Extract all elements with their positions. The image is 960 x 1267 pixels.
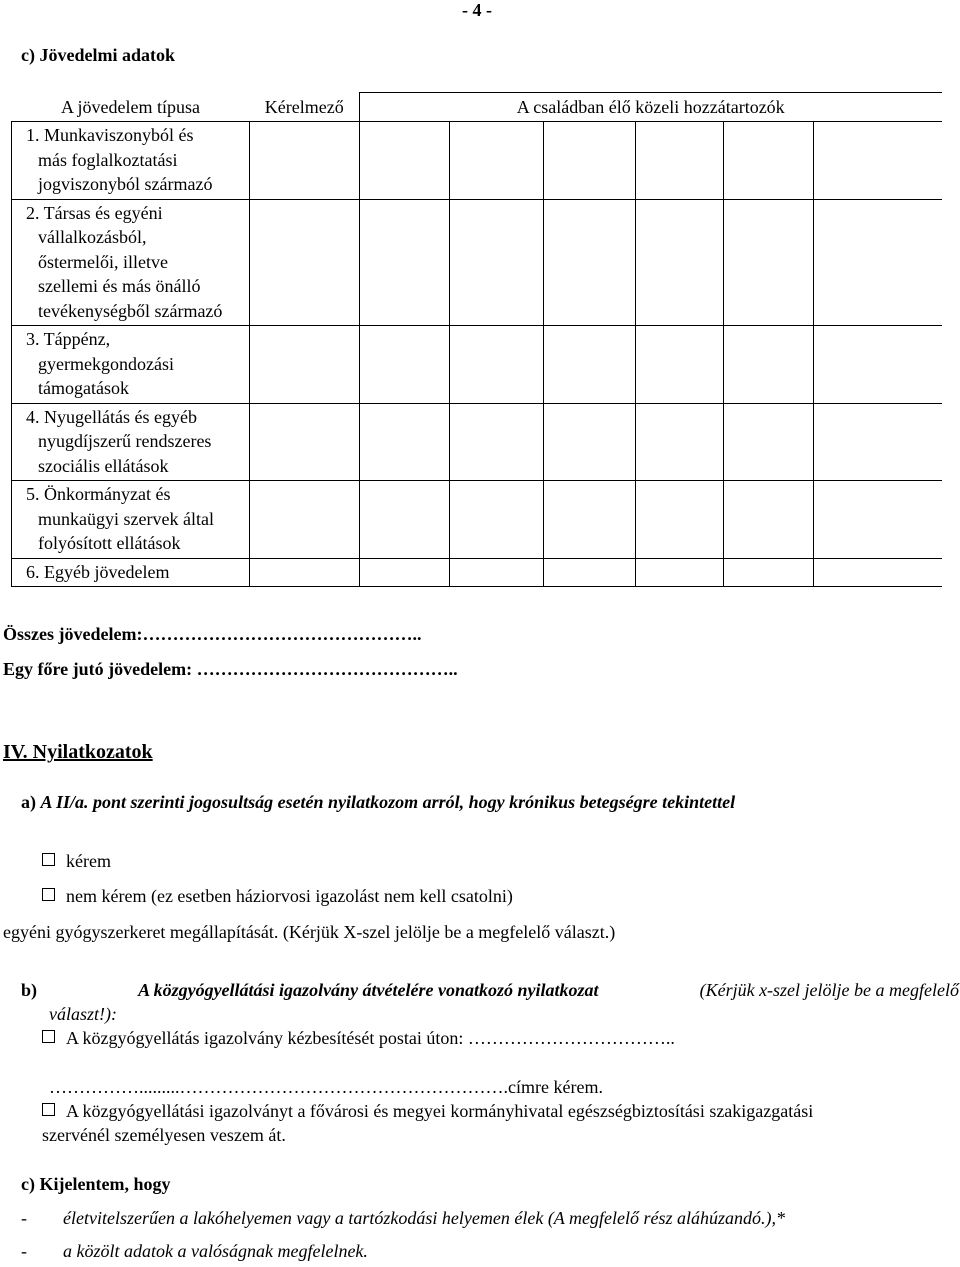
applicant-income-cell[interactable]: [250, 122, 360, 200]
income-type-line: gyermekgondozási: [38, 353, 174, 374]
family-member-income-cell[interactable]: [814, 199, 942, 326]
income-type-cell: [12, 326, 250, 404]
income-type-line: jogviszonyból származó: [38, 174, 213, 194]
family-member-income-cell[interactable]: [360, 403, 450, 481]
income-type-cell: [12, 481, 250, 559]
family-member-income-cell[interactable]: [544, 481, 636, 559]
statement-b-title: A közgyógyellátási igazolvány átvételére vonatkozó nyilatkozat: [138, 980, 599, 1000]
statement-a-after: egyéni gyógyszerkeret megállapítását. (Kérjük X-szel jelölje be a megfelelő választ.): [3, 922, 616, 942]
family-member-income-cell[interactable]: [450, 558, 544, 587]
per-capita-income: Egy főre jutó jövedelem: ……………………………………..: [3, 659, 458, 679]
option-nem-kerem[interactable]: [42, 886, 513, 907]
table-row: [12, 326, 942, 404]
income-type-line: őstermelői, illetve: [38, 251, 168, 272]
page-number: - 4 -: [462, 0, 492, 20]
col-header-family-members: A családban élő közeli hozzátartozók: [360, 93, 942, 122]
family-member-income-cell[interactable]: [636, 199, 724, 326]
c-item-1: [21, 1208, 785, 1229]
b-option-personal[interactable]: [42, 1101, 813, 1122]
statement-b-note: (Kérjük x-szel jelölje be a megfelelő: [699, 980, 959, 1000]
family-member-income-cell[interactable]: [724, 199, 814, 326]
family-member-income-cell[interactable]: [636, 122, 724, 200]
statement-a-text: A II/a. pont szerinti jogosultság esetén nyilatkozom arról, hogy krónikus betegségre tekintettel: [40, 792, 736, 812]
applicant-income-cell[interactable]: [250, 558, 360, 587]
b-option-post-label: A közgyógyellátás igazolvány kézbesítését postai úton: ……………………………..: [66, 1028, 675, 1048]
income-type-line: szociális ellátások: [38, 455, 169, 476]
c-item-1-dash: -: [21, 1208, 27, 1228]
table-row: [12, 199, 942, 326]
table-row: [12, 403, 942, 481]
statement-b-prefix: b): [21, 980, 38, 1000]
income-type-cell: [12, 199, 250, 326]
family-member-income-cell[interactable]: [814, 326, 942, 404]
c-item-2-text: a közölt adatok a valóságnak megfelelnek.: [63, 1241, 368, 1261]
checkbox-post-delivery[interactable]: [42, 1030, 55, 1043]
table-row: [12, 481, 942, 559]
family-member-income-cell[interactable]: [360, 481, 450, 559]
family-member-income-cell[interactable]: [544, 326, 636, 404]
family-member-income-cell[interactable]: [636, 403, 724, 481]
income-type-line: tevékenységből származó: [38, 300, 223, 321]
family-member-income-cell[interactable]: [450, 481, 544, 559]
income-type-line: 3. Táppénz,: [26, 329, 111, 349]
option-kerem-label: kérem: [66, 851, 111, 871]
family-member-income-cell[interactable]: [360, 122, 450, 200]
col-header-applicant: Kérelmező: [264, 96, 344, 117]
family-member-income-cell[interactable]: [360, 558, 450, 587]
option-nem-kerem-label: nem kérem (ez esetben háziorvosi igazolást nem kell csatolni): [66, 886, 513, 906]
family-member-income-cell[interactable]: [450, 326, 544, 404]
family-member-income-cell[interactable]: [724, 403, 814, 481]
income-type-line: nyugdíjszerű rendszeres: [38, 431, 212, 451]
family-member-income-cell[interactable]: [724, 326, 814, 404]
total-income: Összes jövedelem:………………………………………..: [3, 624, 422, 644]
family-member-income-cell[interactable]: [544, 403, 636, 481]
option-kerem[interactable]: [42, 851, 111, 872]
family-member-income-cell[interactable]: [450, 199, 544, 326]
applicant-income-cell[interactable]: [250, 403, 360, 481]
applicant-income-cell[interactable]: [250, 199, 360, 326]
income-type-line: 6. Egyéb jövedelem: [26, 561, 170, 582]
income-table: [11, 92, 942, 587]
b-option-personal-cont: szervénél személyesen veszem át.: [42, 1125, 286, 1145]
income-type-line: támogatások: [38, 378, 129, 398]
income-type-line: 1. Munkaviszonyból és: [26, 125, 194, 145]
b-option-personal-label: A közgyógyellátási igazolványt a fővárosi és megyei kormányhivatal egészségbiztosítási szakigazgatási: [66, 1101, 814, 1121]
family-member-income-cell[interactable]: [636, 481, 724, 559]
family-member-income-cell[interactable]: [814, 558, 942, 587]
income-type-line: 2. Társas és egyéni: [26, 202, 163, 223]
c-item-2-dash: -: [21, 1241, 27, 1261]
c-item-1-text: életvitelszerűen a lakóhelyemen vagy a tartózkodási helyemen élek (A megfelelő rész aláhúzandó.),*: [63, 1208, 785, 1228]
family-member-income-cell[interactable]: [636, 326, 724, 404]
statement-a: [21, 792, 735, 813]
family-member-income-cell[interactable]: [814, 481, 942, 559]
family-member-income-cell[interactable]: [544, 122, 636, 200]
family-member-income-cell[interactable]: [360, 326, 450, 404]
income-type-line: folyósított ellátások: [38, 533, 181, 553]
family-member-income-cell[interactable]: [636, 558, 724, 587]
income-type-cell: [12, 122, 250, 200]
family-member-income-cell[interactable]: [450, 122, 544, 200]
statement-b-heading: [21, 980, 959, 1001]
family-member-income-cell[interactable]: [724, 558, 814, 587]
family-member-income-cell[interactable]: [544, 199, 636, 326]
applicant-income-cell[interactable]: [250, 481, 360, 559]
statement-c-title: c) Kijelentem, hogy: [21, 1174, 171, 1194]
income-type-line: 4. Nyugellátás és egyéb: [26, 406, 197, 427]
b-address-line: …………….........……………………………………………….címre kérem.: [49, 1077, 603, 1097]
checkbox-personal-pickup[interactable]: [42, 1103, 55, 1116]
col-header-income-type: A jövedelem típusa: [61, 96, 200, 117]
checkbox-kerem[interactable]: [42, 853, 55, 866]
income-type-line: vállalkozásból,: [38, 227, 147, 247]
income-type-cell: [12, 403, 250, 481]
table-row: [12, 122, 942, 200]
income-type-line: más foglalkoztatási: [38, 149, 178, 170]
family-member-income-cell[interactable]: [724, 122, 814, 200]
b-option-post[interactable]: [42, 1028, 675, 1049]
income-type-line: 5. Önkormányzat és: [26, 484, 171, 504]
applicant-income-cell[interactable]: [250, 326, 360, 404]
income-type-cell: [12, 558, 250, 587]
family-member-income-cell[interactable]: [544, 558, 636, 587]
family-member-income-cell[interactable]: [450, 403, 544, 481]
section-c-title: c) Jövedelmi adatok: [21, 45, 175, 65]
income-type-line: munkaügyi szervek által: [38, 508, 214, 529]
section-iv-title: IV. Nyilatkozatok: [3, 741, 153, 763]
family-member-income-cell[interactable]: [814, 403, 942, 481]
table-row: [12, 558, 942, 587]
family-member-income-cell[interactable]: [360, 199, 450, 326]
family-member-income-cell[interactable]: [814, 122, 942, 200]
table-header-row: [12, 93, 942, 122]
checkbox-nem-kerem[interactable]: [42, 888, 55, 901]
statement-a-prefix: a): [21, 792, 41, 812]
statement-b-note-cont: választ!):: [49, 1004, 117, 1024]
family-member-income-cell[interactable]: [724, 481, 814, 559]
income-type-line: szellemi és más önálló: [38, 276, 201, 296]
c-item-2: [21, 1241, 368, 1262]
